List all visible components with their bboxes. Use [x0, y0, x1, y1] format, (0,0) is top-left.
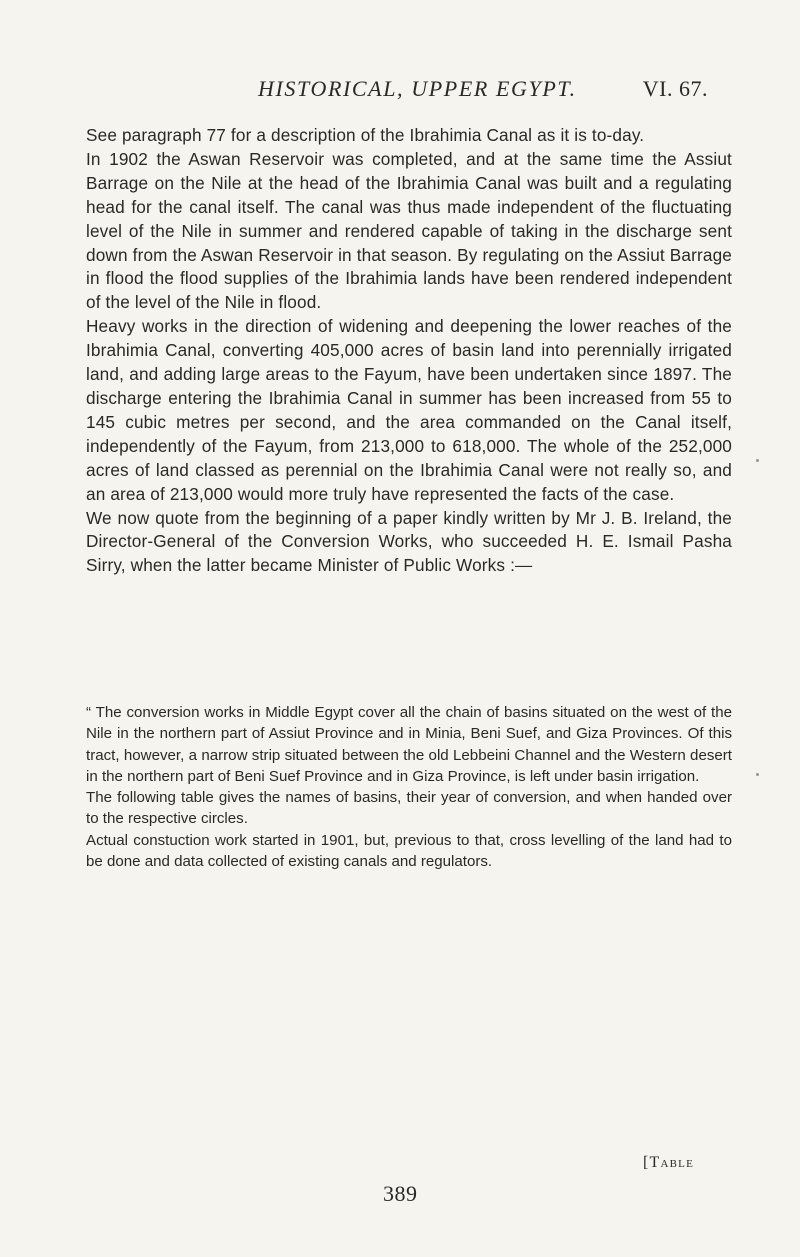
- quote-paragraph: “ The conversion works in Middle Egypt cover all the chain of basins situated on the west of the Nile in the northern part of Assiut Province and in Minia, Beni Suef, and Giza Provinces. Of this tract, however, a narrow strip situated between the old Lebbeini Channel and the Western desert in the northern part of Beni Suef Province and in Giza Province, is left under basin irrigation.: [86, 704, 732, 785]
- quote-paragraph: Actual constuction work started in 1901, but, previous to that, cross levelling of the land had to be done and data collected of existing canals and regulators.: [86, 831, 732, 871]
- main-text: [86, 124, 732, 578]
- quoted-passage: [86, 702, 732, 872]
- paper-speck: [756, 773, 759, 776]
- paper-speck: [756, 459, 759, 462]
- header-section-number: VI. 67.: [642, 76, 708, 101]
- paragraph: Heavy works in the direction of widening and deepening the lower reaches of the Ibrahimia Canal, converting 405,000 acres of basin land into perennially irrigated land, and adding large areas to the Fayum, have been undertaken since 1897. The discharge entering the Ibrahimia Canal in summer has been increased from 55 to 145 cubic metres per second, and the area commanded on the Canal itself, independently of the Fayum, from 213,000 to 618,000. The whole of the 252,000 acres of land classed as perennial on the Ibrahimia Canal were not really so, and an area of 213,000 would more truly have represented the facts of the case.: [86, 316, 732, 504]
- paragraph: In 1902 the Aswan Reservoir was completed, and at the same time the Assiut Barrage on the Nile at the head of the Ibrahimia Canal was built and a regulating head for the canal itself. The canal was thus made independent of the fluctuating level of the Nile in summer and rendered capable of taking in the discharge sent down from the Aswan Reservoir in that season. By regulating on the Assiut Barrage in flood the flood supplies of the Ibrahimia lands have been rendered independent of the level of the Nile in flood.: [86, 148, 732, 313]
- header-title: HISTORICAL, UPPER EGYPT.: [258, 76, 577, 101]
- paragraph: See paragraph 77 for a description of the Ibrahimia Canal as it is to-day.: [86, 125, 645, 145]
- quote-paragraph: The following table gives the names of basins, their year of conversion, and when handed over to the respective circles.: [86, 789, 732, 828]
- paragraph: We now quote from the beginning of a paper kindly written by Mr J. B. Ireland, the Director-General of the Conversion Works, who succeeded H. E. Ismail Pasha Sirry, when the latter became Minister of Public Works :—: [86, 507, 732, 576]
- running-header: [250, 62, 708, 102]
- page-number: 389: [383, 1181, 418, 1206]
- catchword: [Table: [643, 1154, 695, 1171]
